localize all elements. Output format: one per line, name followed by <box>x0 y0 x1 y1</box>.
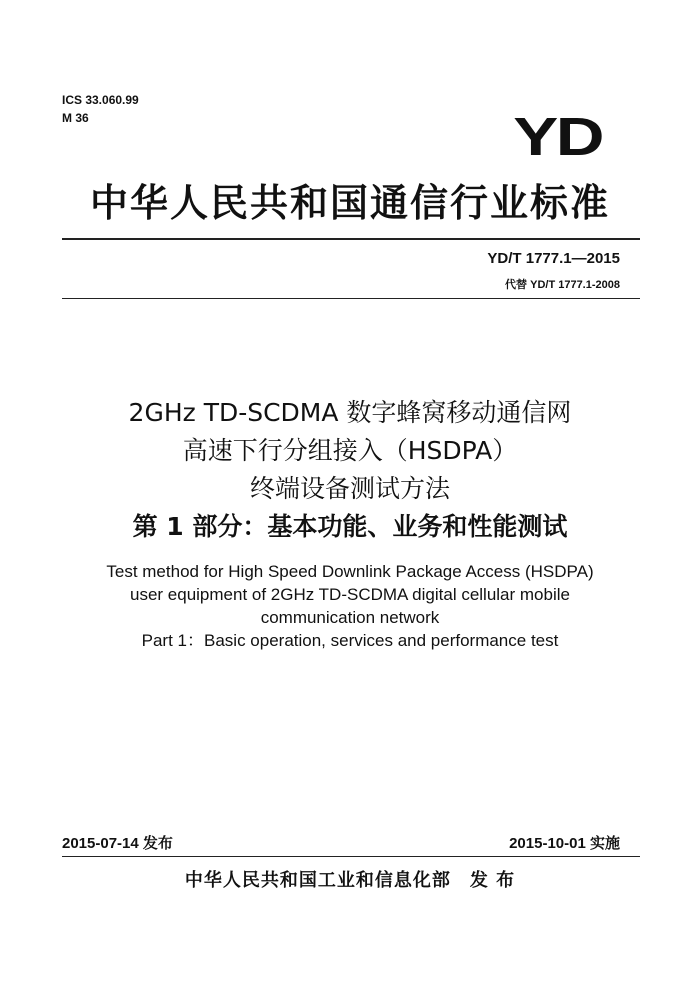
cn-title-line-2: 高速下行分组接入（HSDPA） <box>182 436 518 465</box>
classification-code: M 36 <box>62 111 89 125</box>
organization-title: 中华人民共和国通信行业标准 <box>89 181 610 225</box>
standard-number: YD/T 1777.1—2015 <box>487 250 620 267</box>
publisher: 中华人民共和国工业和信息化部 发 布 <box>184 870 516 891</box>
number-divider <box>62 298 640 299</box>
replaces-standard: 代替 YD/T 1777.1-2008 <box>505 279 620 291</box>
cn-title-line-1: 2GHz TD-SCDMA 数字蜂窝移动通信网 <box>128 398 572 427</box>
en-title-line-4: Part 1：Basic operation, services and performance test <box>141 631 559 650</box>
header-divider <box>62 238 640 240</box>
en-title-line-3: communication network <box>260 608 440 627</box>
implementation-date: 2015-10-01 实施 <box>509 835 620 852</box>
cn-title-line-4: 第 1 部分：基本功能、业务和性能测试 <box>132 512 568 541</box>
en-title-line-2: user equipment of 2GHz TD-SCDMA digital cellular mobile <box>130 585 570 604</box>
issue-date: 2015-07-14 发布 <box>62 835 173 852</box>
yd-logo: YD <box>513 107 602 167</box>
cn-title-line-3: 终端设备测试方法 <box>249 474 450 503</box>
footer-divider <box>62 856 640 857</box>
en-title-line-1: Test method for High Speed Downlink Package Access (HSDPA) <box>106 562 594 581</box>
ics-code: ICS 33.060.99 <box>62 93 139 107</box>
